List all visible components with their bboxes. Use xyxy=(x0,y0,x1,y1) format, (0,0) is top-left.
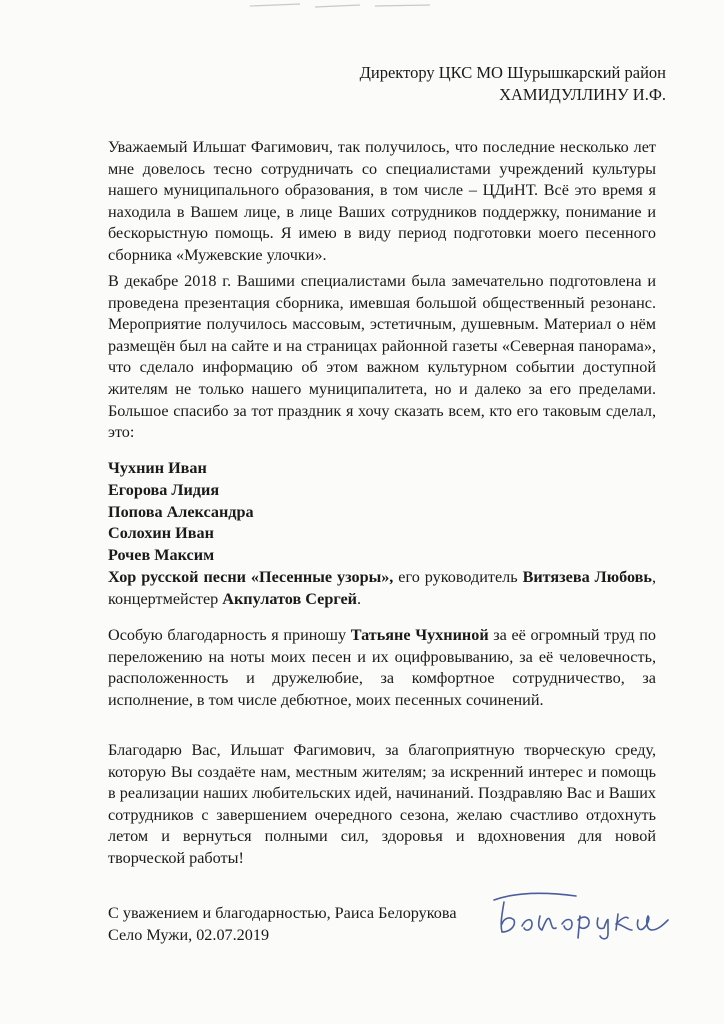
scan-artifact xyxy=(240,0,440,12)
choir-accompanist: Акпулатов Сергей xyxy=(222,589,358,608)
addressee-name: ХАМИДУЛЛИНУ И.Ф. xyxy=(499,85,666,104)
thanks-name: Чухнин Иван xyxy=(108,459,207,477)
special-thanks-text: Особую благодарность я приношу xyxy=(108,626,351,644)
paragraph-greeting: Уважаемый Ильшат Фагимович, так получилось, что последние несколько лет мне довелось тесно сотрудничать со специалистами учреждений культуры нашего муниципального образования, в том числе – ЦДиНТ. Всё это время я находила в Вашем лице, в лице Ваших сотрудников поддержку, понимание и бескорыстную помощь. Я имею в виду период подготовки моего песенного сборника «Мужевские улочки». xyxy=(108,138,656,264)
closing-regards: С уважением и благодарностью, Раиса Белорукова xyxy=(108,904,457,922)
special-thanks-person: Татьяне Чухниной xyxy=(350,626,489,644)
choir-text: . xyxy=(357,589,362,608)
thanks-name: Солохин Иван xyxy=(108,524,214,543)
choir-line xyxy=(108,567,656,611)
thanks-list xyxy=(108,458,656,611)
thanks-name: Попова Александра xyxy=(108,502,254,521)
addressee-block xyxy=(360,62,666,106)
thanks-name: Егорова Лидия xyxy=(108,480,220,499)
choir-text: , концертмейстер xyxy=(108,567,656,608)
thanks-name: Рочев Максим xyxy=(108,546,215,565)
closing-place-date: Село Мужи, 02.07.2019 xyxy=(108,925,270,944)
closing-block xyxy=(108,903,457,946)
choir-text: его руководитель xyxy=(393,567,523,586)
addressee-position: Директору ЦКС МО Шурышкарский район xyxy=(359,63,666,82)
special-thanks-text: за её огромный труд по переложению на ноты моих песен и их оцифровыванию, за её человечность, расположенность и дружелюбие, за комфортное сотрудничество, за исполнение, в том числе дебютное, моих песенных сочинений. xyxy=(108,626,656,709)
signature-image xyxy=(486,886,676,946)
paragraph-gratitude: Благодарю Вас, Ильшат Фагимович, за благоприятную творческую среду, которую Вы создаёте нам, местным жителям; за искренний интерес и помощь в реализации наших любительских идей, начинаний. Поздравляю Вас и Ваших сотрудников с завершением очередного сезона, желаю счастливо отдохнуть летом и вернуться полными сил, здоровья и вдохновения для новой творческой работы! xyxy=(108,741,656,867)
paragraph-presentation: В декабре 2018 г. Вашими специалистами была замечательно подготовлена и проведена презентация сборника, имевшая большой общественный резонанс. Мероприятие получилось массовым, эстетичным, душевным. Материал о нём размещён был на сайте и на страницах районной газеты «Северная панорама», что сделало информацию об этом важном культурном событии доступной жителям не только нашего муниципалитета, но и далеко за его пределами. Большое спасибо за тот праздник я хочу сказать всем, кто его таковым сделал, это: xyxy=(108,272,656,442)
paragraph-special-thanks xyxy=(108,625,656,711)
choir-name: Хор русской песни «Песенные узоры», xyxy=(108,567,394,586)
choir-leader: Витязева Любовь xyxy=(522,567,652,586)
